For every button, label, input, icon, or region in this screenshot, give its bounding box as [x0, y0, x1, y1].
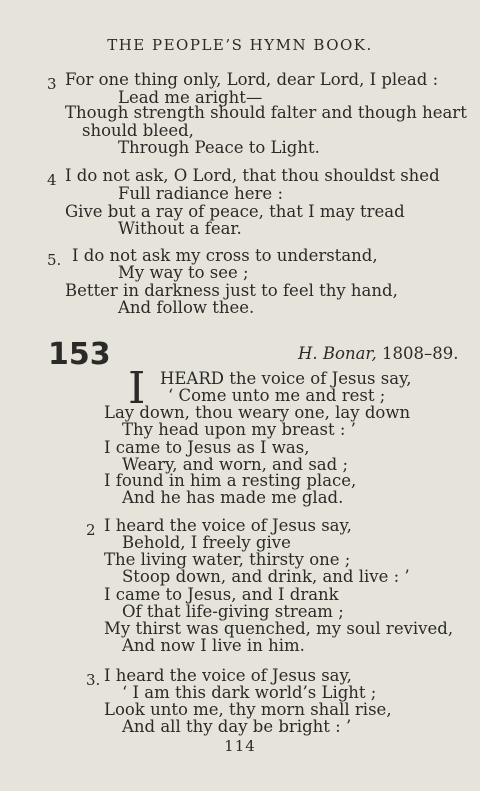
verse-line: I do not ask my cross to understand,	[72, 246, 378, 265]
verse-line: Lay down, thou weary one, lay down	[104, 403, 411, 422]
verse-line: The living water, thirsty one ;	[104, 550, 351, 569]
verse-line: I came to Jesus as I was,	[104, 438, 310, 457]
verse-line: Thy head upon my breast : ’	[122, 420, 356, 439]
verse-line: Full radiance here :	[118, 184, 283, 203]
verse-line: Look unto me, thy morn shall rise,	[104, 700, 392, 719]
verse-line: And follow thee.	[118, 298, 255, 317]
verse-line: Though strength should falter and though heart	[65, 103, 467, 122]
verse-line: HEARD the voice of Jesus say,	[160, 369, 412, 388]
verse-line: I found in him a resting place,	[104, 471, 357, 490]
stanza-number: 3	[47, 75, 57, 93]
drop-cap: I	[128, 363, 146, 414]
verse-line: Through Peace to Light.	[118, 138, 320, 157]
verse-line: Weary, and worn, and sad ;	[122, 455, 348, 474]
verse-line: My way to see ;	[118, 263, 249, 282]
verse-line: ‘ I am this dark world’s Light ;	[122, 683, 377, 702]
verse-line: Of that life-giving stream ;	[122, 602, 344, 621]
verse-line: Better in darkness just to feel thy hand,	[65, 281, 398, 300]
stanza-number: 3.	[86, 671, 101, 689]
author-name: H. Bonar,	[298, 344, 377, 363]
verse-line: For one thing only, Lord, dear Lord, I plead :	[65, 70, 439, 89]
verse-line: My thirst was quenched, my soul revived,	[104, 619, 454, 638]
verse-line: I do not ask, O Lord, that thou shouldst shed	[65, 166, 440, 185]
verse-line: I heard the voice of Jesus say,	[104, 666, 352, 685]
stanza-number: 2	[86, 521, 96, 539]
author-dates: 1808–89.	[381, 344, 459, 363]
verse-line: should bleed,	[82, 121, 194, 140]
verse-line: ‘ Come unto me and rest ;	[168, 386, 386, 405]
hymn-number: 153	[48, 337, 111, 372]
verse-line: And he has made me glad.	[122, 488, 344, 507]
stanza-number: 5.	[47, 251, 62, 269]
running-header: THE PEOPLE’S HYMN BOOK.	[107, 36, 373, 54]
hymn-author	[298, 345, 458, 363]
verse-line: Give but a ray of peace, that I may tread	[65, 202, 405, 221]
verse-line: And now I live in him.	[122, 636, 305, 655]
verse-line: Behold, I freely give	[122, 533, 291, 552]
verse-line: Stoop down, and drink, and live : ’	[122, 567, 410, 586]
page-number: 114	[224, 737, 256, 755]
verse-line: And all thy day be bright : ’	[122, 717, 352, 736]
verse-line: Without a fear.	[118, 219, 242, 238]
verse-line: I heard the voice of Jesus say,	[104, 516, 352, 535]
verse-line: Lead me aright—	[118, 88, 263, 107]
stanza-number: 4	[47, 171, 57, 189]
verse-line: I came to Jesus, and I drank	[104, 585, 339, 604]
